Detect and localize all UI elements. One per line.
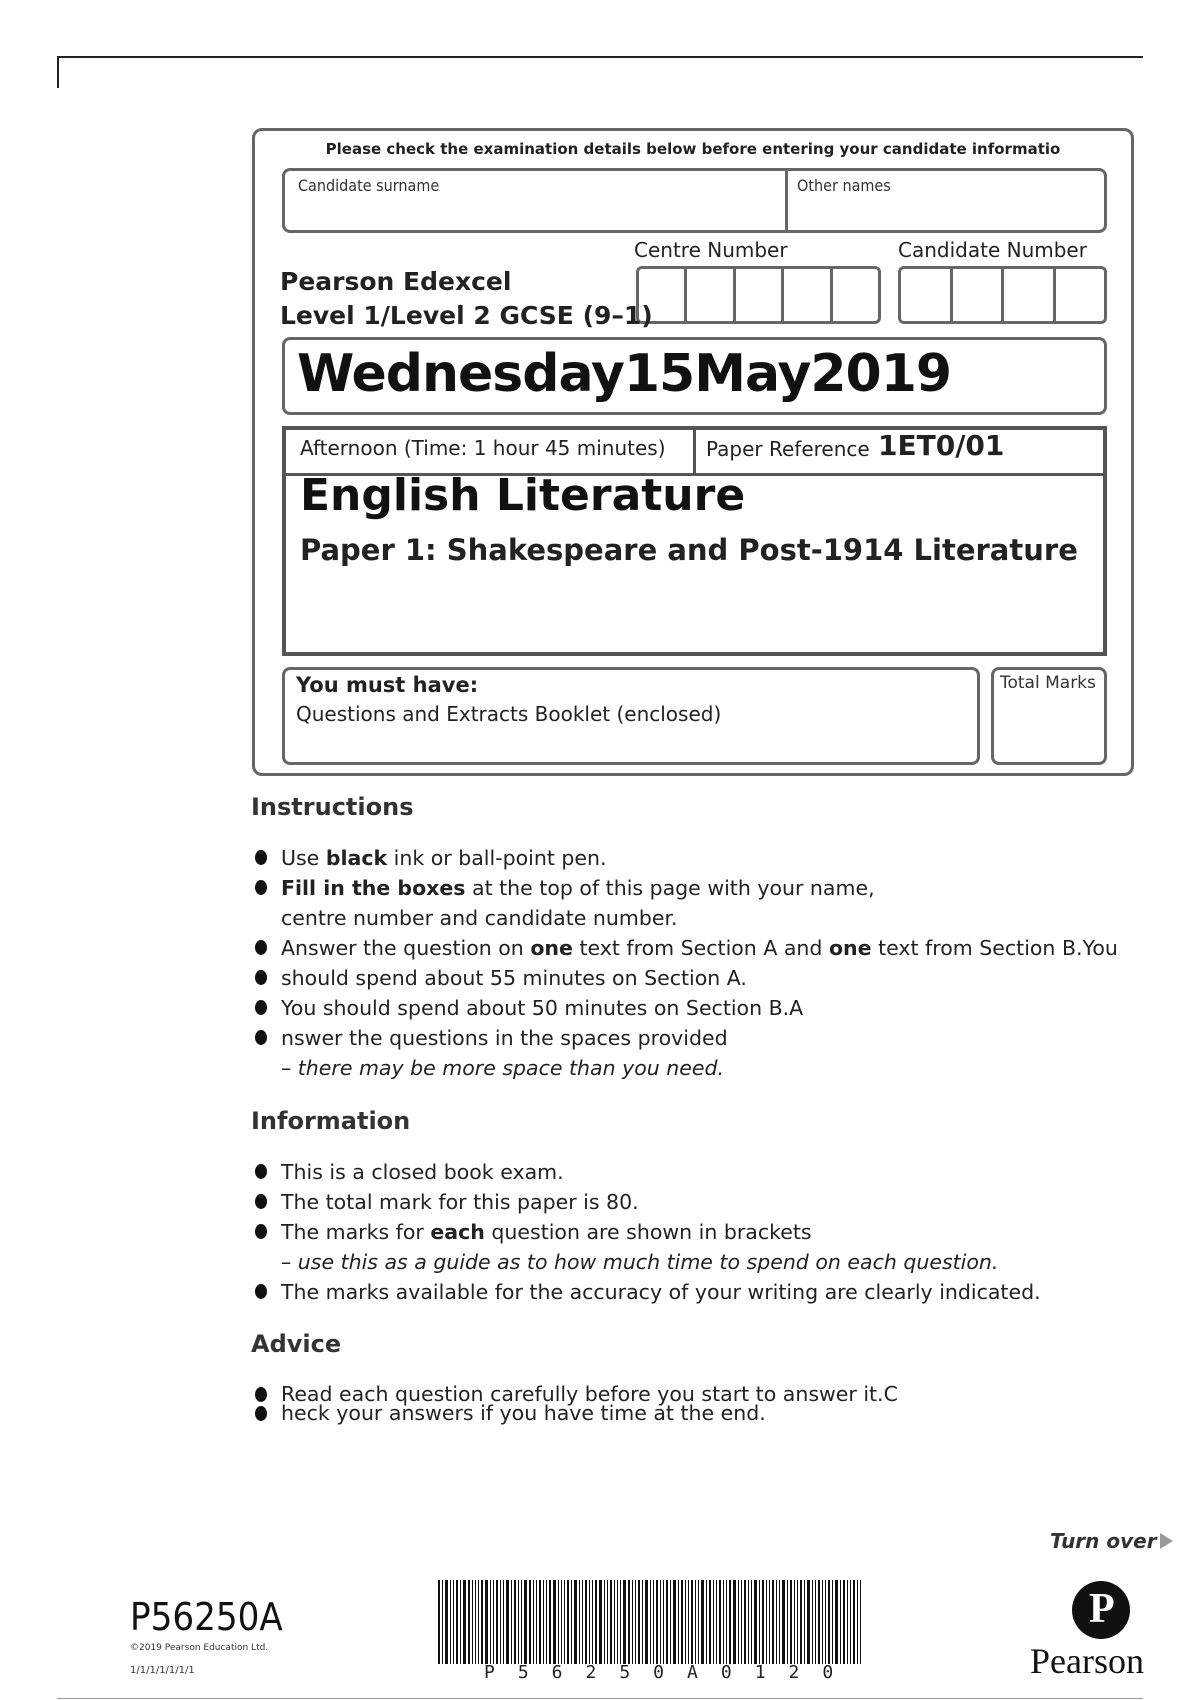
paper-reference-label: Paper Reference	[706, 437, 870, 461]
barcode-bar	[776, 1580, 777, 1664]
barcode-bar	[574, 1580, 577, 1664]
top-rule	[57, 56, 1143, 58]
list-item: – use this as a guide as to how much time to spend on each question.	[281, 1250, 999, 1274]
barcode-bar	[453, 1580, 454, 1664]
barcode-bar	[642, 1580, 643, 1664]
barcode-bar	[832, 1580, 833, 1664]
barcode-bar	[850, 1580, 851, 1664]
barcode-bar	[748, 1580, 749, 1664]
barcode-bar	[561, 1580, 562, 1664]
barcode-bar	[496, 1580, 498, 1664]
barcode-bar	[650, 1580, 651, 1664]
barcode-bar	[678, 1580, 679, 1664]
barcode-bar	[790, 1580, 792, 1664]
total-marks-label: Total Marks	[1000, 673, 1096, 693]
barcode-bar	[546, 1580, 547, 1664]
barcode-bar	[751, 1580, 752, 1664]
barcode-bar	[623, 1580, 626, 1664]
barcode-bar	[442, 1580, 443, 1664]
barcode-bar	[685, 1580, 686, 1664]
list-item: The marks available for the accuracy of your writing are clearly indicated.	[252, 1277, 1041, 1307]
instructions-list	[252, 843, 1118, 1083]
sequence-code: 1/1/1/1/1/1/1	[130, 1665, 195, 1676]
barcode-bar	[794, 1580, 795, 1664]
barcode-bar	[701, 1580, 704, 1664]
information-list	[252, 1157, 1041, 1307]
barcode-bar	[691, 1580, 693, 1664]
information-heading: Information	[251, 1107, 411, 1135]
barcode-bar	[666, 1580, 668, 1664]
barcode-bar	[490, 1580, 491, 1664]
barcode-bar	[604, 1580, 605, 1664]
barcode-bar	[553, 1580, 556, 1664]
paper-title: Paper 1: Shakespeare and Post-1914 Literature	[300, 533, 1078, 567]
pearson-logo-letter: P	[1089, 1586, 1115, 1632]
barcode-bar	[847, 1580, 848, 1664]
pearson-wordmark: Pearson	[1030, 1641, 1144, 1681]
candidate-surname-field[interactable]: Candidate surname	[298, 176, 440, 195]
barcode-bar	[549, 1580, 551, 1664]
bottom-rule	[57, 1698, 1143, 1699]
barcode-bar	[635, 1580, 636, 1664]
barcode-bar	[706, 1580, 707, 1664]
centre-number-label: Centre Number	[634, 238, 788, 262]
list-item: Answer the question on one text from Section A and one text from Section B.You	[252, 933, 1118, 963]
barcode-bar	[468, 1580, 470, 1664]
barcode-bar	[729, 1580, 731, 1664]
barcode-bar	[599, 1580, 602, 1664]
barcode-bar	[754, 1580, 757, 1664]
barcode-bar	[695, 1580, 696, 1664]
barcode-bar	[595, 1580, 597, 1664]
barcode-bar	[607, 1580, 608, 1664]
barcode-bar	[567, 1580, 569, 1664]
barcode-bar	[853, 1580, 855, 1664]
paper-reference-value: 1ET0/01	[878, 429, 1005, 462]
board-name: Pearson Edexcel	[280, 267, 512, 296]
barcode-bar	[460, 1580, 461, 1664]
barcode-bar	[716, 1580, 717, 1664]
barcode-bar	[825, 1580, 826, 1664]
barcode-bar	[779, 1580, 780, 1664]
barcode-bar	[514, 1580, 516, 1664]
barcode-bar	[610, 1580, 612, 1664]
barcode-bar	[579, 1580, 580, 1664]
barcode-bar	[807, 1580, 810, 1664]
barcode-bar	[822, 1580, 823, 1664]
barcode-bar	[529, 1580, 531, 1664]
barcode-bar	[800, 1580, 802, 1664]
qualification-level: Level 1/Level 2 GCSE (9–1)	[280, 301, 653, 330]
barcode-bar	[475, 1580, 476, 1664]
list-item: nswer the questions in the spaces provided	[252, 1023, 1118, 1053]
barcode-bar	[628, 1580, 630, 1664]
candidate-number-label: Candidate Number	[898, 238, 1087, 262]
advice-heading: Advice	[251, 1330, 342, 1358]
barcode-bar	[617, 1580, 618, 1664]
barcode-bar	[818, 1580, 820, 1664]
barcode-bar	[723, 1580, 724, 1664]
barcode-bar	[653, 1580, 654, 1664]
barcode-bar	[673, 1580, 676, 1664]
barcode-bar	[744, 1580, 746, 1664]
list-item: Read each question carefully before you start to answer it.C	[252, 1385, 898, 1404]
barcode-bar	[766, 1580, 767, 1664]
barcode-bar	[585, 1580, 587, 1664]
barcode-bar	[620, 1580, 621, 1664]
barcode-bar	[759, 1580, 760, 1664]
barcode-bar	[762, 1580, 764, 1664]
barcode-bar	[698, 1580, 699, 1664]
barcode-bar	[456, 1580, 458, 1664]
corner-mark	[57, 56, 93, 88]
list-item: centre number and candidate number.	[281, 906, 678, 930]
must-have-title: You must have:	[296, 673, 479, 697]
exam-time: Afternoon (Time: 1 hour 45 minutes)	[300, 436, 666, 460]
instructions-heading: Instructions	[251, 793, 414, 821]
barcode-bar	[738, 1580, 739, 1664]
candidate-number-boxes[interactable]	[898, 266, 1107, 324]
barcode-bar	[660, 1580, 661, 1664]
barcode-bar	[539, 1580, 541, 1664]
list-item: Use black ink or ball-point pen.	[252, 843, 1118, 873]
barcode-bar	[632, 1580, 633, 1664]
barcode-bar	[688, 1580, 689, 1664]
advice-list	[252, 1382, 898, 1425]
barcode-bar	[769, 1580, 770, 1664]
subject-title: English Literature	[300, 470, 746, 521]
list-item: You should spend about 50 minutes on Section B.A	[252, 993, 1118, 1023]
barcode-bar	[438, 1580, 440, 1664]
barcode-bar	[787, 1580, 788, 1664]
barcode-bar	[564, 1580, 565, 1664]
barcode-bar	[726, 1580, 727, 1664]
barcode-bar	[645, 1580, 648, 1664]
barcode-bar	[804, 1580, 805, 1664]
barcode-bar	[558, 1580, 559, 1664]
barcode-bar	[543, 1580, 544, 1664]
barcode-bar	[521, 1580, 522, 1664]
barcode-bar	[835, 1580, 838, 1664]
barcode-bar	[733, 1580, 736, 1664]
barcode-bar	[681, 1580, 683, 1664]
barcode-bar	[614, 1580, 615, 1664]
barcode-bar	[445, 1580, 448, 1664]
barcode-bar	[450, 1580, 451, 1664]
exam-date: Wednesday15May2019	[297, 344, 952, 404]
barcode-bar	[713, 1580, 714, 1664]
barcode-bar	[828, 1580, 830, 1664]
barcode-bar	[485, 1580, 488, 1664]
barcode-bar	[524, 1580, 527, 1664]
barcode-bar	[797, 1580, 798, 1664]
barcode-bar	[663, 1580, 664, 1664]
barcode-bar	[463, 1580, 466, 1664]
barcode-bar	[815, 1580, 816, 1664]
barcode-bar	[589, 1580, 590, 1664]
list-item: should spend about 55 minutes on Section A.	[252, 963, 1118, 993]
barcode-bar	[472, 1580, 473, 1664]
barcode-bar	[840, 1580, 841, 1664]
barcode-bar	[478, 1580, 479, 1664]
must-have-text: Questions and Extracts Booklet (enclosed)	[296, 702, 722, 726]
barcode-bar	[670, 1580, 671, 1664]
turn-over-label: Turn over	[1050, 1529, 1157, 1553]
copyright-text: ©2019 Pearson Education Ltd.	[130, 1643, 269, 1653]
barcode-bar	[536, 1580, 537, 1664]
list-item: This is a closed book exam.	[252, 1157, 1041, 1187]
barcode-bar	[860, 1580, 861, 1664]
barcode-bar	[843, 1580, 845, 1664]
check-details-note: Please check the examination details below before entering your candidate informatio	[325, 140, 1061, 158]
barcode-bar	[511, 1580, 512, 1664]
barcode-bar	[638, 1580, 640, 1664]
barcode-bar	[772, 1580, 774, 1664]
barcode	[438, 1580, 876, 1664]
paper-code: P56250A	[130, 1595, 283, 1639]
barcode-bar	[533, 1580, 534, 1664]
barcode-bar	[503, 1580, 504, 1664]
turn-over-arrow-icon	[1160, 1533, 1173, 1549]
barcode-bar	[782, 1580, 785, 1664]
barcode-bar	[571, 1580, 572, 1664]
barcode-bar	[812, 1580, 813, 1664]
barcode-digits: P56250A0120	[484, 1662, 857, 1683]
barcode-bar	[500, 1580, 501, 1664]
barcode-bar	[481, 1580, 483, 1664]
other-names-field[interactable]: Other names	[797, 176, 891, 195]
barcode-bar	[719, 1580, 721, 1664]
barcode-bar	[506, 1580, 509, 1664]
barcode-bar	[741, 1580, 742, 1664]
barcode-bar	[582, 1580, 583, 1664]
exam-board	[280, 265, 653, 333]
list-item: The total mark for this paper is 80.	[252, 1187, 1041, 1217]
barcode-bar	[656, 1580, 658, 1664]
list-item: heck your answers if you have time at the end.	[252, 1404, 898, 1423]
list-item: Fill in the boxes at the top of this page with your name,	[252, 873, 1118, 903]
barcode-bar	[592, 1580, 593, 1664]
barcode-bar	[493, 1580, 494, 1664]
centre-number-boxes[interactable]	[636, 266, 881, 324]
list-item: The marks for each question are shown in brackets	[252, 1217, 1041, 1247]
barcode-bar	[518, 1580, 519, 1664]
barcode-bar	[709, 1580, 711, 1664]
barcode-bar	[857, 1580, 858, 1664]
list-item: – there may be more space than you need.	[281, 1056, 725, 1080]
